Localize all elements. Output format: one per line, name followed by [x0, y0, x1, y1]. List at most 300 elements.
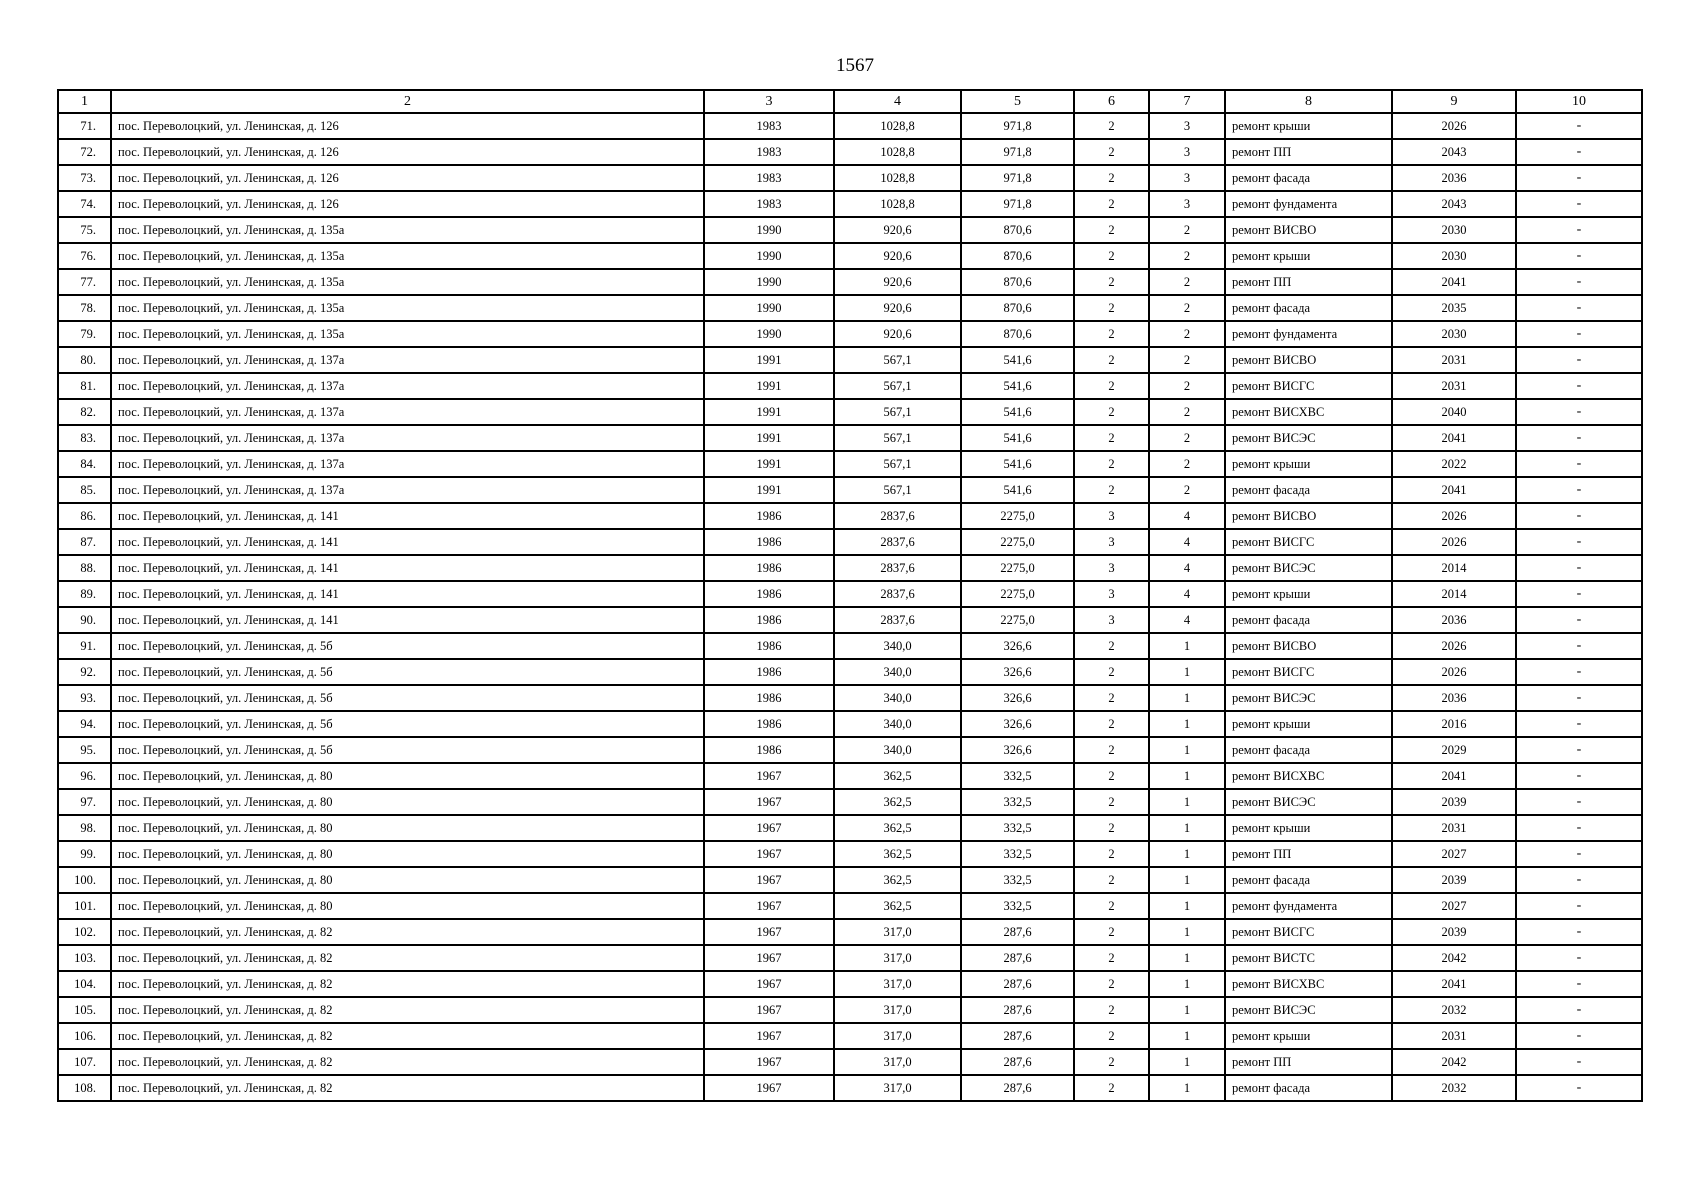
floors-cell: 2: [1074, 971, 1149, 997]
planned-year-cell: 2041: [1392, 763, 1516, 789]
floors-cell: 2: [1074, 373, 1149, 399]
work-type-cell: ремонт крыши: [1225, 113, 1392, 139]
entrances-cell: 4: [1149, 555, 1225, 581]
entrances-cell: 3: [1149, 139, 1225, 165]
note-cell: -: [1516, 659, 1642, 685]
address-cell: пос. Переволоцкий, ул. Ленинская, д. 141: [111, 503, 704, 529]
row-number-cell: 94.: [58, 711, 111, 737]
floors-cell: 2: [1074, 451, 1149, 477]
row-number-cell: 73.: [58, 165, 111, 191]
total-area-cell: 920,6: [834, 269, 961, 295]
work-type-cell: ремонт фундамента: [1225, 893, 1392, 919]
floors-cell: 2: [1074, 295, 1149, 321]
living-area-cell: 2275,0: [961, 581, 1074, 607]
planned-year-cell: 2022: [1392, 451, 1516, 477]
row-number-cell: 84.: [58, 451, 111, 477]
address-cell: пос. Переволоцкий, ул. Ленинская, д. 80: [111, 867, 704, 893]
year-built-cell: 1967: [704, 997, 834, 1023]
entrances-cell: 1: [1149, 919, 1225, 945]
year-built-cell: 1990: [704, 243, 834, 269]
note-cell: -: [1516, 347, 1642, 373]
address-cell: пос. Переволоцкий, ул. Ленинская, д. 82: [111, 919, 704, 945]
floors-cell: 2: [1074, 425, 1149, 451]
living-area-cell: 870,6: [961, 243, 1074, 269]
living-area-cell: 287,6: [961, 1023, 1074, 1049]
table-row: [58, 971, 1642, 997]
note-cell: -: [1516, 633, 1642, 659]
column-header: 1: [58, 90, 111, 113]
table-row: [58, 945, 1642, 971]
living-area-cell: 287,6: [961, 945, 1074, 971]
note-cell: -: [1516, 893, 1642, 919]
address-cell: пос. Переволоцкий, ул. Ленинская, д. 82: [111, 1023, 704, 1049]
planned-year-cell: 2029: [1392, 737, 1516, 763]
total-area-cell: 2837,6: [834, 581, 961, 607]
note-cell: -: [1516, 737, 1642, 763]
year-built-cell: 1967: [704, 841, 834, 867]
total-area-cell: 362,5: [834, 815, 961, 841]
year-built-cell: 1967: [704, 893, 834, 919]
address-cell: пос. Переволоцкий, ул. Ленинская, д. 82: [111, 997, 704, 1023]
note-cell: -: [1516, 945, 1642, 971]
work-type-cell: ремонт крыши: [1225, 581, 1392, 607]
row-number-cell: 98.: [58, 815, 111, 841]
planned-year-cell: 2039: [1392, 919, 1516, 945]
planned-year-cell: 2030: [1392, 321, 1516, 347]
address-cell: пос. Переволоцкий, ул. Ленинская, д. 5б: [111, 659, 704, 685]
year-built-cell: 1986: [704, 503, 834, 529]
entrances-cell: 1: [1149, 737, 1225, 763]
table-row: [58, 607, 1642, 633]
total-area-cell: 920,6: [834, 295, 961, 321]
row-number-cell: 90.: [58, 607, 111, 633]
row-number-cell: 72.: [58, 139, 111, 165]
row-number-cell: 85.: [58, 477, 111, 503]
living-area-cell: 541,6: [961, 477, 1074, 503]
planned-year-cell: 2026: [1392, 503, 1516, 529]
entrances-cell: 2: [1149, 477, 1225, 503]
row-number-cell: 102.: [58, 919, 111, 945]
total-area-cell: 2837,6: [834, 529, 961, 555]
total-area-cell: 1028,8: [834, 165, 961, 191]
entrances-cell: 1: [1149, 997, 1225, 1023]
entrances-cell: 2: [1149, 347, 1225, 373]
floors-cell: 2: [1074, 633, 1149, 659]
living-area-cell: 287,6: [961, 1049, 1074, 1075]
total-area-cell: 317,0: [834, 945, 961, 971]
row-number-cell: 82.: [58, 399, 111, 425]
work-type-cell: ремонт ВИСВО: [1225, 633, 1392, 659]
total-area-cell: 2837,6: [834, 607, 961, 633]
living-area-cell: 2275,0: [961, 555, 1074, 581]
entrances-cell: 1: [1149, 1049, 1225, 1075]
total-area-cell: 920,6: [834, 217, 961, 243]
total-area-cell: 340,0: [834, 633, 961, 659]
work-type-cell: ремонт крыши: [1225, 1023, 1392, 1049]
total-area-cell: 362,5: [834, 893, 961, 919]
entrances-cell: 2: [1149, 399, 1225, 425]
year-built-cell: 1986: [704, 581, 834, 607]
planned-year-cell: 2035: [1392, 295, 1516, 321]
note-cell: -: [1516, 711, 1642, 737]
living-area-cell: 332,5: [961, 867, 1074, 893]
note-cell: -: [1516, 477, 1642, 503]
floors-cell: 2: [1074, 685, 1149, 711]
living-area-cell: 332,5: [961, 815, 1074, 841]
work-type-cell: ремонт ПП: [1225, 139, 1392, 165]
planned-year-cell: 2026: [1392, 113, 1516, 139]
work-type-cell: ремонт ВИСХВС: [1225, 971, 1392, 997]
table-row: [58, 373, 1642, 399]
table-row: [58, 997, 1642, 1023]
table-row: [58, 269, 1642, 295]
year-built-cell: 1983: [704, 113, 834, 139]
note-cell: -: [1516, 373, 1642, 399]
floors-cell: 2: [1074, 659, 1149, 685]
row-number-cell: 74.: [58, 191, 111, 217]
total-area-cell: 1028,8: [834, 113, 961, 139]
address-cell: пос. Переволоцкий, ул. Ленинская, д. 141: [111, 555, 704, 581]
note-cell: -: [1516, 1049, 1642, 1075]
address-cell: пос. Переволоцкий, ул. Ленинская, д. 126: [111, 191, 704, 217]
floors-cell: 3: [1074, 555, 1149, 581]
row-number-cell: 88.: [58, 555, 111, 581]
year-built-cell: 1967: [704, 1023, 834, 1049]
entrances-cell: 4: [1149, 529, 1225, 555]
address-cell: пос. Переволоцкий, ул. Ленинская, д. 80: [111, 815, 704, 841]
living-area-cell: 541,6: [961, 399, 1074, 425]
table-row: [58, 711, 1642, 737]
work-type-cell: ремонт ВИСВО: [1225, 217, 1392, 243]
note-cell: -: [1516, 165, 1642, 191]
living-area-cell: 971,8: [961, 191, 1074, 217]
living-area-cell: 332,5: [961, 893, 1074, 919]
column-header: 8: [1225, 90, 1392, 113]
column-header: 7: [1149, 90, 1225, 113]
year-built-cell: 1991: [704, 373, 834, 399]
row-number-cell: 77.: [58, 269, 111, 295]
entrances-cell: 1: [1149, 945, 1225, 971]
table-body: [58, 113, 1642, 1101]
total-area-cell: 340,0: [834, 737, 961, 763]
floors-cell: 2: [1074, 321, 1149, 347]
floors-cell: 2: [1074, 737, 1149, 763]
living-area-cell: 326,6: [961, 711, 1074, 737]
address-cell: пос. Переволоцкий, ул. Ленинская, д. 82: [111, 971, 704, 997]
total-area-cell: 567,1: [834, 425, 961, 451]
total-area-cell: 317,0: [834, 1075, 961, 1101]
living-area-cell: 541,6: [961, 373, 1074, 399]
table-row: [58, 243, 1642, 269]
work-type-cell: ремонт фундамента: [1225, 321, 1392, 347]
row-number-cell: 83.: [58, 425, 111, 451]
table-row: [58, 789, 1642, 815]
year-built-cell: 1991: [704, 347, 834, 373]
note-cell: -: [1516, 113, 1642, 139]
floors-cell: 2: [1074, 893, 1149, 919]
table-row: [58, 581, 1642, 607]
living-area-cell: 287,6: [961, 997, 1074, 1023]
living-area-cell: 287,6: [961, 1075, 1074, 1101]
planned-year-cell: 2031: [1392, 815, 1516, 841]
work-type-cell: ремонт ВИСВО: [1225, 503, 1392, 529]
address-cell: пос. Переволоцкий, ул. Ленинская, д. 141: [111, 607, 704, 633]
entrances-cell: 2: [1149, 425, 1225, 451]
note-cell: -: [1516, 1023, 1642, 1049]
column-header: 9: [1392, 90, 1516, 113]
row-number-cell: 95.: [58, 737, 111, 763]
address-cell: пос. Переволоцкий, ул. Ленинская, д. 5б: [111, 737, 704, 763]
entrances-cell: 2: [1149, 295, 1225, 321]
planned-year-cell: 2030: [1392, 217, 1516, 243]
work-type-cell: ремонт фасада: [1225, 1075, 1392, 1101]
planned-year-cell: 2036: [1392, 607, 1516, 633]
address-cell: пос. Переволоцкий, ул. Ленинская, д. 126: [111, 139, 704, 165]
planned-year-cell: 2041: [1392, 425, 1516, 451]
header-row: [58, 90, 1642, 113]
entrances-cell: 1: [1149, 867, 1225, 893]
total-area-cell: 567,1: [834, 451, 961, 477]
work-type-cell: ремонт ПП: [1225, 841, 1392, 867]
address-cell: пос. Переволоцкий, ул. Ленинская, д. 141: [111, 529, 704, 555]
note-cell: -: [1516, 425, 1642, 451]
table-row: [58, 425, 1642, 451]
floors-cell: 2: [1074, 867, 1149, 893]
column-header: 5: [961, 90, 1074, 113]
work-type-cell: ремонт ВИСХВС: [1225, 399, 1392, 425]
table-row: [58, 191, 1642, 217]
column-header: 6: [1074, 90, 1149, 113]
entrances-cell: 1: [1149, 633, 1225, 659]
year-built-cell: 1967: [704, 789, 834, 815]
table-row: [58, 867, 1642, 893]
note-cell: -: [1516, 763, 1642, 789]
row-number-cell: 89.: [58, 581, 111, 607]
planned-year-cell: 2026: [1392, 659, 1516, 685]
entrances-cell: 2: [1149, 243, 1225, 269]
planned-year-cell: 2031: [1392, 1023, 1516, 1049]
address-cell: пос. Переволоцкий, ул. Ленинская, д. 5б: [111, 711, 704, 737]
floors-cell: 2: [1074, 1023, 1149, 1049]
address-cell: пос. Переволоцкий, ул. Ленинская, д. 80: [111, 763, 704, 789]
entrances-cell: 1: [1149, 685, 1225, 711]
entrances-cell: 1: [1149, 763, 1225, 789]
year-built-cell: 1967: [704, 1049, 834, 1075]
total-area-cell: 1028,8: [834, 139, 961, 165]
planned-year-cell: 2027: [1392, 841, 1516, 867]
entrances-cell: 1: [1149, 841, 1225, 867]
table-row: [58, 1049, 1642, 1075]
table-row: [58, 555, 1642, 581]
address-cell: пос. Переволоцкий, ул. Ленинская, д. 80: [111, 789, 704, 815]
row-number-cell: 81.: [58, 373, 111, 399]
floors-cell: 2: [1074, 815, 1149, 841]
work-type-cell: ремонт ВИСГС: [1225, 373, 1392, 399]
work-type-cell: ремонт ВИСЭС: [1225, 425, 1392, 451]
entrances-cell: 4: [1149, 581, 1225, 607]
living-area-cell: 870,6: [961, 321, 1074, 347]
total-area-cell: 362,5: [834, 841, 961, 867]
address-cell: пос. Переволоцкий, ул. Ленинская, д. 137а: [111, 425, 704, 451]
year-built-cell: 1990: [704, 217, 834, 243]
floors-cell: 2: [1074, 113, 1149, 139]
note-cell: -: [1516, 997, 1642, 1023]
table-row: [58, 321, 1642, 347]
planned-year-cell: 2030: [1392, 243, 1516, 269]
note-cell: -: [1516, 399, 1642, 425]
total-area-cell: 2837,6: [834, 503, 961, 529]
entrances-cell: 3: [1149, 191, 1225, 217]
year-built-cell: 1991: [704, 477, 834, 503]
living-area-cell: 971,8: [961, 139, 1074, 165]
living-area-cell: 870,6: [961, 217, 1074, 243]
note-cell: -: [1516, 295, 1642, 321]
floors-cell: 2: [1074, 711, 1149, 737]
table-row: [58, 217, 1642, 243]
note-cell: -: [1516, 685, 1642, 711]
floors-cell: 2: [1074, 763, 1149, 789]
table-row: [58, 1075, 1642, 1101]
total-area-cell: 920,6: [834, 243, 961, 269]
work-type-cell: ремонт ВИСТС: [1225, 945, 1392, 971]
table-row: [58, 347, 1642, 373]
row-number-cell: 96.: [58, 763, 111, 789]
row-number-cell: 101.: [58, 893, 111, 919]
address-cell: пос. Переволоцкий, ул. Ленинская, д. 137а: [111, 347, 704, 373]
floors-cell: 2: [1074, 841, 1149, 867]
address-cell: пос. Переволоцкий, ул. Ленинская, д. 82: [111, 1049, 704, 1075]
row-number-cell: 71.: [58, 113, 111, 139]
planned-year-cell: 2043: [1392, 139, 1516, 165]
floors-cell: 3: [1074, 503, 1149, 529]
address-cell: пос. Переволоцкий, ул. Ленинская, д. 135а: [111, 295, 704, 321]
address-cell: пос. Переволоцкий, ул. Ленинская, д. 137а: [111, 451, 704, 477]
entrances-cell: 2: [1149, 269, 1225, 295]
year-built-cell: 1990: [704, 269, 834, 295]
living-area-cell: 2275,0: [961, 607, 1074, 633]
note-cell: -: [1516, 607, 1642, 633]
planned-year-cell: 2041: [1392, 477, 1516, 503]
row-number-cell: 93.: [58, 685, 111, 711]
floors-cell: 2: [1074, 191, 1149, 217]
page-number: 1567: [836, 55, 874, 76]
work-type-cell: ремонт ВИСЭС: [1225, 789, 1392, 815]
table-row: [58, 893, 1642, 919]
living-area-cell: 326,6: [961, 633, 1074, 659]
floors-cell: 2: [1074, 997, 1149, 1023]
planned-year-cell: 2042: [1392, 945, 1516, 971]
planned-year-cell: 2032: [1392, 997, 1516, 1023]
repair-schedule-table: [57, 89, 1643, 1102]
floors-cell: 2: [1074, 399, 1149, 425]
total-area-cell: 340,0: [834, 659, 961, 685]
living-area-cell: 287,6: [961, 919, 1074, 945]
work-type-cell: ремонт ВИСВО: [1225, 347, 1392, 373]
address-cell: пос. Переволоцкий, ул. Ленинская, д. 82: [111, 945, 704, 971]
work-type-cell: ремонт ВИСЭС: [1225, 555, 1392, 581]
table-row: [58, 529, 1642, 555]
floors-cell: 2: [1074, 789, 1149, 815]
address-cell: пос. Переволоцкий, ул. Ленинская, д. 137а: [111, 399, 704, 425]
year-built-cell: 1986: [704, 633, 834, 659]
work-type-cell: ремонт фасада: [1225, 295, 1392, 321]
total-area-cell: 317,0: [834, 919, 961, 945]
work-type-cell: ремонт ВИСГС: [1225, 919, 1392, 945]
living-area-cell: 541,6: [961, 425, 1074, 451]
work-type-cell: ремонт ВИСГС: [1225, 659, 1392, 685]
table-row: [58, 659, 1642, 685]
year-built-cell: 1983: [704, 165, 834, 191]
floors-cell: 2: [1074, 269, 1149, 295]
address-cell: пос. Переволоцкий, ул. Ленинская, д. 80: [111, 893, 704, 919]
living-area-cell: 326,6: [961, 737, 1074, 763]
work-type-cell: ремонт фасада: [1225, 165, 1392, 191]
row-number-cell: 76.: [58, 243, 111, 269]
note-cell: -: [1516, 1075, 1642, 1101]
living-area-cell: 2275,0: [961, 529, 1074, 555]
year-built-cell: 1967: [704, 763, 834, 789]
entrances-cell: 2: [1149, 373, 1225, 399]
living-area-cell: 326,6: [961, 685, 1074, 711]
living-area-cell: 971,8: [961, 165, 1074, 191]
work-type-cell: ремонт крыши: [1225, 815, 1392, 841]
row-number-cell: 92.: [58, 659, 111, 685]
note-cell: -: [1516, 243, 1642, 269]
note-cell: -: [1516, 529, 1642, 555]
year-built-cell: 1967: [704, 1075, 834, 1101]
year-built-cell: 1967: [704, 867, 834, 893]
floors-cell: 2: [1074, 139, 1149, 165]
work-type-cell: ремонт ПП: [1225, 269, 1392, 295]
note-cell: -: [1516, 191, 1642, 217]
year-built-cell: 1967: [704, 815, 834, 841]
work-type-cell: ремонт ВИСЭС: [1225, 997, 1392, 1023]
total-area-cell: 317,0: [834, 1049, 961, 1075]
planned-year-cell: 2031: [1392, 347, 1516, 373]
living-area-cell: 971,8: [961, 113, 1074, 139]
entrances-cell: 1: [1149, 815, 1225, 841]
entrances-cell: 1: [1149, 711, 1225, 737]
work-type-cell: ремонт крыши: [1225, 451, 1392, 477]
column-header: 10: [1516, 90, 1642, 113]
total-area-cell: 362,5: [834, 867, 961, 893]
total-area-cell: 567,1: [834, 373, 961, 399]
table-row: [58, 919, 1642, 945]
address-cell: пос. Переволоцкий, ул. Ленинская, д. 126: [111, 113, 704, 139]
note-cell: -: [1516, 269, 1642, 295]
year-built-cell: 1983: [704, 191, 834, 217]
work-type-cell: ремонт ПП: [1225, 1049, 1392, 1075]
work-type-cell: ремонт фасада: [1225, 737, 1392, 763]
note-cell: -: [1516, 139, 1642, 165]
note-cell: -: [1516, 503, 1642, 529]
work-type-cell: ремонт фасада: [1225, 477, 1392, 503]
table-row: [58, 763, 1642, 789]
year-built-cell: 1986: [704, 737, 834, 763]
address-cell: пос. Переволоцкий, ул. Ленинская, д. 5б: [111, 633, 704, 659]
floors-cell: 2: [1074, 165, 1149, 191]
floors-cell: 2: [1074, 217, 1149, 243]
planned-year-cell: 2031: [1392, 373, 1516, 399]
table-row: [58, 295, 1642, 321]
note-cell: -: [1516, 841, 1642, 867]
row-number-cell: 80.: [58, 347, 111, 373]
row-number-cell: 79.: [58, 321, 111, 347]
note-cell: -: [1516, 555, 1642, 581]
column-header: 3: [704, 90, 834, 113]
total-area-cell: 362,5: [834, 763, 961, 789]
work-type-cell: ремонт ВИСХВС: [1225, 763, 1392, 789]
